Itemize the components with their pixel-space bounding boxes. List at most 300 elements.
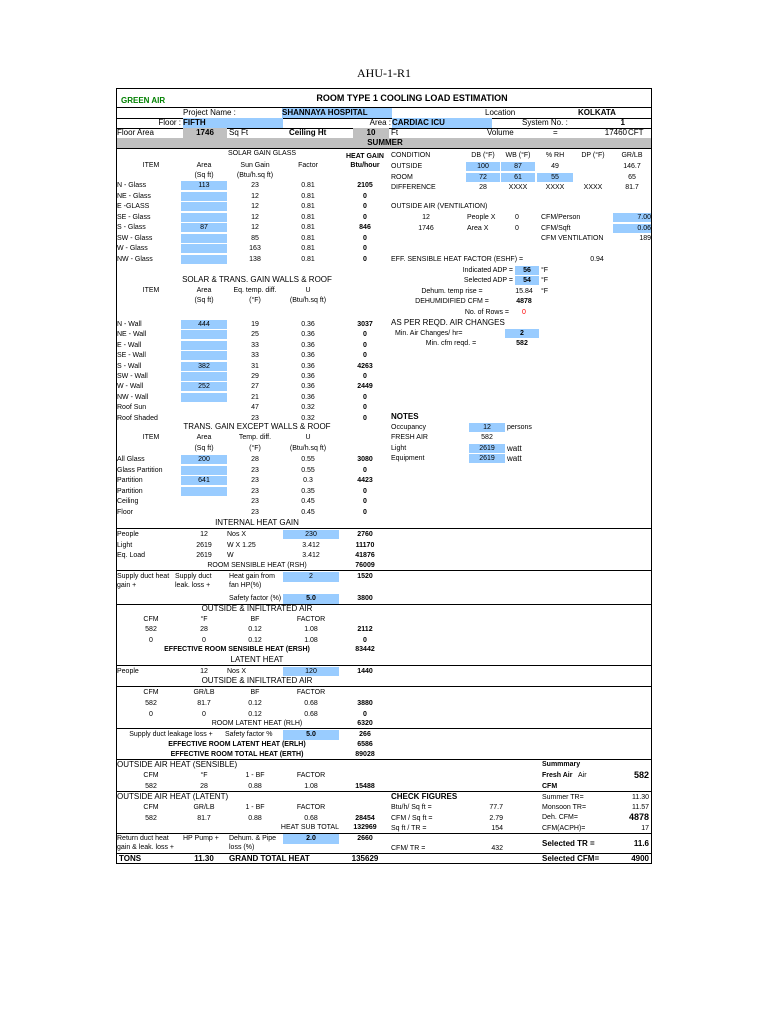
internal-item: Light xyxy=(117,541,133,549)
oah-latent-col-header: GR/LB xyxy=(193,804,215,811)
project-name-label: Project Name : xyxy=(183,108,236,117)
season-band: SUMMER xyxy=(117,138,652,148)
wall-item: E - Wall xyxy=(117,341,142,349)
glass-value: 0 xyxy=(363,192,367,200)
condition-value: 55 xyxy=(537,173,573,182)
oa-latent-value: 81.7 xyxy=(197,700,211,707)
oa-col-header: FACTOR xyxy=(296,616,326,623)
wall-value xyxy=(181,393,227,402)
wall-value: 0 xyxy=(363,393,367,401)
trans-col-header: Temp. diff. xyxy=(238,434,272,441)
trans-item: All Glass xyxy=(117,456,145,463)
trans-value: 0 xyxy=(363,487,367,495)
check-label: CFM/ TR = xyxy=(391,845,426,852)
trans-unit: (Btu/h.sq ft) xyxy=(289,445,327,452)
row-divider xyxy=(117,528,652,529)
internal-item: People xyxy=(117,531,139,538)
wall-value: 23 xyxy=(251,414,259,422)
occupancy-unit: persons xyxy=(507,424,532,431)
erlh-value: 6586 xyxy=(357,741,373,748)
oah-col-header: FACTOR xyxy=(296,772,326,779)
grand-total-value: 135629 xyxy=(351,854,379,863)
wall-value: 47 xyxy=(251,404,259,412)
internal-value: 12 xyxy=(200,531,208,538)
glass-value: 0.81 xyxy=(301,203,315,210)
floor-area-label: Floor Area xyxy=(117,128,154,137)
trans-value xyxy=(181,508,227,517)
condition-value: XXXX xyxy=(583,184,603,191)
row-divider xyxy=(117,570,652,571)
internal-value: W xyxy=(227,552,234,559)
ceiling-unit: Ft xyxy=(391,128,399,137)
glass-item: SW - Glass xyxy=(117,234,153,242)
condition-value xyxy=(575,162,611,171)
wall-value: 31 xyxy=(251,362,259,370)
location-value: KOLKATA xyxy=(578,108,616,117)
oah-value: 582 xyxy=(145,783,157,790)
solar-glass-title: SOLAR GAIN GLASS xyxy=(227,150,297,157)
oah-latent-col-header: 1 - BF xyxy=(245,804,265,811)
oa-latent-value: 3880 xyxy=(357,700,373,707)
acph-label: CFM(ACPH)= xyxy=(542,825,586,832)
walls-col-header: U xyxy=(305,287,311,294)
internal-value: 2619 xyxy=(196,552,212,559)
glass-value xyxy=(181,244,227,253)
glass-value: 138 xyxy=(249,255,261,263)
latent-value: 1440 xyxy=(357,668,373,675)
oa-latent-value: 0.68 xyxy=(304,710,318,718)
trans-item: Floor xyxy=(117,508,133,516)
return-duct-btu: 2660 xyxy=(357,835,373,842)
oa-value: 0 xyxy=(363,636,367,644)
oa-col-header: BF xyxy=(250,616,260,623)
ventilation-label: CFM VENTILATION xyxy=(541,235,604,242)
min-air-changes-value: 2 xyxy=(505,329,539,338)
trans-value: 0.55 xyxy=(301,466,315,474)
latent-title: LATENT HEAT xyxy=(230,655,284,664)
wall-value: 33 xyxy=(251,352,259,360)
check-value: 154 xyxy=(491,825,503,832)
glass-value: 0.81 xyxy=(301,234,315,242)
wall-value: 252 xyxy=(181,382,227,391)
dehum-cfm-label: DEHUMIDIFIED CFM = xyxy=(415,298,489,305)
return-duct-label: Return duct heat gain & leak. loss + xyxy=(117,835,175,851)
equipment-label: Equipment xyxy=(391,455,425,462)
oa-sensible-title: OUTSIDE & INFILTRATED AIR xyxy=(201,604,313,613)
wall-value: 0 xyxy=(363,341,367,349)
glass-col-header: Sun Gain xyxy=(240,162,270,169)
oah-latent-value: 28454 xyxy=(355,815,375,822)
floor-label: Floor : xyxy=(158,118,181,127)
trans-value: 3080 xyxy=(357,456,373,463)
occupancy-value: 12 xyxy=(469,423,505,432)
trans-value: 23 xyxy=(251,466,259,474)
system-label: System No. : xyxy=(522,118,568,127)
ventilation-value: People X xyxy=(467,214,496,221)
ventilation-title: OUTSIDE AIR (VENTILATION) xyxy=(391,203,488,210)
erlh-label: EFFECTIVE ROOM LATENT HEAT (ERLH) xyxy=(168,741,306,748)
volume-eq: = xyxy=(553,128,558,137)
wall-value: 3037 xyxy=(357,321,373,328)
wall-value xyxy=(181,372,227,381)
glass-value: 12 xyxy=(251,203,259,210)
trans-item: Partition xyxy=(117,487,143,495)
condition-col-header: WB (°F) xyxy=(505,152,531,159)
wall-value: 0.32 xyxy=(301,404,315,412)
walls-col-header: Eq. temp. diff. xyxy=(233,287,277,294)
glass-value: 0.81 xyxy=(301,224,315,231)
trans-value: 200 xyxy=(181,455,227,464)
oah-sensible-title: OUTSIDE AIR HEAT (SENSIBLE) xyxy=(117,760,238,769)
trans-col-header: ITEM xyxy=(142,434,160,441)
oah-latent-value: 0.88 xyxy=(248,815,262,822)
glass-value xyxy=(181,202,227,211)
oa-value: 582 xyxy=(145,626,157,633)
trans-value: 28 xyxy=(251,456,259,463)
rsh-safety-label: Safety factor (%) xyxy=(229,595,282,602)
walls-col-header: Area xyxy=(196,287,212,294)
walls-unit: (°F) xyxy=(249,297,261,304)
trans-unit: (Sq ft) xyxy=(194,445,214,452)
glass-item: NE - Glass xyxy=(117,192,151,200)
floor-value: FIFTH xyxy=(183,118,283,128)
condition-value: XXXX xyxy=(545,184,565,191)
trans-value xyxy=(181,487,227,496)
summary-cfm-label: CFM xyxy=(542,783,558,790)
glass-value: 0.81 xyxy=(301,213,315,221)
row-divider xyxy=(117,665,652,666)
ventilation-value: 0.06 xyxy=(613,224,651,233)
wall-value: 0.36 xyxy=(301,331,315,339)
wall-value: 0.36 xyxy=(301,321,315,328)
load-estimation-sheet xyxy=(116,88,652,864)
wall-value: 0 xyxy=(363,373,367,380)
selected-adp-label: Selected ADP = xyxy=(463,277,513,284)
condition-col-header: CONDITION xyxy=(391,152,431,159)
condition-value: 100 xyxy=(466,162,500,171)
oa-latent-col-header: FACTOR xyxy=(296,689,326,696)
oa-latent-col-header: BF xyxy=(250,689,260,696)
fan-heat-btu: 1520 xyxy=(357,573,373,580)
trans-value: 0.3 xyxy=(303,477,313,484)
latent-value: Nos X xyxy=(227,668,247,675)
glass-item: W - Glass xyxy=(117,245,148,252)
volume-label: Volume xyxy=(487,128,514,137)
glass-col-header: Btu/hour xyxy=(350,162,380,169)
glass-value: 0 xyxy=(363,255,367,263)
selected-adp-value: 54 xyxy=(515,276,539,285)
trans-value: 0.35 xyxy=(301,487,315,495)
wall-value: 25 xyxy=(251,331,259,339)
volume-unit: CFT xyxy=(628,128,644,137)
latent-value: 12 xyxy=(200,668,208,675)
rlh-safety-btu: 266 xyxy=(359,731,371,738)
oa-value: 28 xyxy=(200,626,208,633)
light-unit: watt xyxy=(507,444,522,453)
check-label: Btu/h/ Sq ft = xyxy=(391,804,432,811)
eshf-value: 0.94 xyxy=(590,256,604,263)
wall-value: 0 xyxy=(363,404,367,412)
wall-value: 0.36 xyxy=(301,373,315,380)
oa-latent-value: 0.12 xyxy=(248,700,262,707)
trans-value xyxy=(181,497,227,506)
oa-latent-col-header: GR/LB xyxy=(193,689,215,696)
adp-unit: °F xyxy=(541,267,549,274)
rsh-safety-value: 5.0 xyxy=(283,594,339,604)
oa-latent-value: 0.12 xyxy=(248,710,262,718)
oa-value: 1.08 xyxy=(304,636,318,644)
volume-value: 17460 xyxy=(604,128,627,137)
wall-value xyxy=(181,341,227,350)
summer-tr-value: 11.30 xyxy=(632,794,649,801)
oah-latent-value: 582 xyxy=(145,815,157,822)
oah-col-header: °F xyxy=(200,772,208,779)
walls-unit: (Btu/h.sq ft) xyxy=(289,297,327,304)
wall-value: 0.32 xyxy=(301,414,315,422)
condition-value: 61 xyxy=(501,173,535,182)
min-air-changes-label: Min. Air Changes/ hr= xyxy=(395,330,463,337)
trans-value: 23 xyxy=(251,477,259,484)
row-divider xyxy=(117,686,652,687)
wall-item: S - Wall xyxy=(117,362,142,370)
trans-value: 0.55 xyxy=(301,456,315,463)
trans-value: 23 xyxy=(251,487,259,495)
trans-col-header: U xyxy=(305,434,311,441)
oah-latent-col-header: CFM xyxy=(143,804,159,811)
internal-value: W X 1.25 xyxy=(227,541,256,549)
condition-value: 65 xyxy=(628,173,636,181)
condition-label: OUTSIDE xyxy=(391,163,423,170)
temp-rise-value: 15.84 xyxy=(515,288,533,295)
walls-unit: (Sq ft) xyxy=(194,297,214,304)
condition-value: 49 xyxy=(551,163,559,170)
check-label: CFM / Sq ft = xyxy=(391,814,433,822)
selected-tr-value: 11.6 xyxy=(633,839,649,848)
glass-col-header: ITEM xyxy=(142,162,160,169)
fan-heat-value: 2 xyxy=(283,572,339,582)
page-title: AHU-1-R1 xyxy=(357,66,411,80)
check-figures-title: CHECK FIGURES xyxy=(391,792,458,801)
oah-latent-col-header: FACTOR xyxy=(296,804,326,811)
wall-value: 0 xyxy=(363,331,367,339)
ersh-label: EFFECTIVE ROOM SENSIBLE HEAT (ERSH) xyxy=(164,646,310,653)
wall-value: 0.36 xyxy=(301,362,315,370)
oa-col-header: CFM xyxy=(143,616,159,623)
wall-item: W - Wall xyxy=(117,383,144,391)
heat-gain-label: HEAT GAIN xyxy=(346,153,384,160)
rlh-value: 6320 xyxy=(357,720,373,727)
floor-area-value: 1746 xyxy=(183,128,227,138)
wall-value xyxy=(181,351,227,360)
glass-item: SE - Glass xyxy=(117,213,151,221)
trans-value: 0 xyxy=(363,508,367,516)
internal-item: Eq. Load xyxy=(117,552,146,559)
wall-value: 0 xyxy=(363,414,367,422)
supply-leak-label: Supply duct leakage loss + xyxy=(129,731,213,738)
glass-value xyxy=(181,234,227,243)
trans-item: Ceiling xyxy=(117,498,139,505)
glass-value: 0 xyxy=(363,213,367,221)
hp-pump-label: HP Pump + xyxy=(183,835,219,842)
summary-fresh-sub: Air xyxy=(578,772,587,779)
internal-title: INTERNAL HEAT GAIN xyxy=(215,518,299,527)
rsh-title: ROOM SENSIBLE HEAT (RSH) xyxy=(207,562,307,569)
summary-fresh-value: 582 xyxy=(633,770,649,780)
condition-value xyxy=(575,173,611,182)
tons-value: 11.30 xyxy=(194,854,214,863)
row-divider xyxy=(117,728,652,729)
glass-item: E -GLASS xyxy=(117,203,150,210)
adp-unit: °F xyxy=(541,277,549,284)
wall-item: Roof Shaded xyxy=(117,414,158,422)
glass-item: NW - Glass xyxy=(117,255,153,263)
glass-col-header: Area xyxy=(196,162,212,169)
wall-value: 19 xyxy=(251,321,259,328)
wall-value xyxy=(181,330,227,339)
oa-value: 0 xyxy=(149,636,153,644)
wall-value: 2449 xyxy=(357,383,373,391)
ventilation-value: 1746 xyxy=(418,224,434,232)
oa-value: 0 xyxy=(202,636,206,644)
deh-cfm-value: 4878 xyxy=(628,812,649,822)
wall-value: 382 xyxy=(181,362,227,371)
ceiling-value: 10 xyxy=(353,128,389,138)
trans-title: TRANS. GAIN EXCEPT WALLS & ROOF xyxy=(183,422,331,431)
condition-value: 146.7 xyxy=(623,163,641,170)
ventilation-value: 189 xyxy=(639,235,651,242)
oa-value: 2112 xyxy=(357,626,373,633)
trans-value xyxy=(181,466,227,475)
indicated-adp-value: 56 xyxy=(515,266,539,275)
oah-latent-value: 81.7 xyxy=(197,815,211,822)
area-label: Area : xyxy=(369,118,391,127)
oah-value: 1.08 xyxy=(304,783,318,790)
oa-latent-title: OUTSIDE & INFILTRATED AIR xyxy=(201,676,313,685)
light-value: 2619 xyxy=(469,444,505,453)
latent-value: 120 xyxy=(283,667,339,676)
check-value: 432 xyxy=(491,845,503,852)
wall-item: Roof Sun xyxy=(117,404,147,412)
notes-title: NOTES xyxy=(391,412,419,421)
oah-latent-title: OUTSIDE AIR HEAT (LATENT) xyxy=(117,792,229,801)
glass-item: N - Glass xyxy=(117,182,147,189)
oa-value: 0.12 xyxy=(248,636,262,644)
fresh-air-value: 582 xyxy=(481,434,493,441)
oa-latent-value: 0 xyxy=(202,710,206,718)
glass-value: 163 xyxy=(249,245,261,252)
glass-value: 12 xyxy=(251,192,259,200)
glass-value: 0.81 xyxy=(301,182,315,189)
sheet-title: ROOM TYPE 1 COOLING LOAD ESTIMATION xyxy=(316,93,508,103)
check-label: Sq ft / TR = xyxy=(391,825,427,832)
oa-value: 0.12 xyxy=(248,626,262,633)
tons-label: TONS xyxy=(119,854,142,863)
wall-value: 0.36 xyxy=(301,393,315,401)
heat-subtotal-label: HEAT SUB TOTAL xyxy=(280,824,339,831)
fresh-air-label: FRESH AIR xyxy=(391,434,428,441)
glass-value: 0 xyxy=(363,245,367,252)
internal-value: 2619 xyxy=(196,541,212,549)
condition-label: DIFFERENCE xyxy=(391,184,436,191)
oah-col-header: CFM xyxy=(143,772,159,779)
check-value: 77.7 xyxy=(489,804,503,811)
condition-col-header: DB (°F) xyxy=(471,152,495,159)
ventilation-value: 12 xyxy=(422,214,430,221)
erth-label: EFFECTIVE ROOM TOTAL HEAT (ERTH) xyxy=(170,751,304,758)
trans-value: 23 xyxy=(251,508,259,516)
glass-item: S - Glass xyxy=(117,224,146,231)
supply-duct-leak-label: Supply duct leak. loss + xyxy=(175,573,212,589)
wall-item: NW - Wall xyxy=(117,393,149,401)
glass-value: 0.81 xyxy=(301,255,315,263)
eshf-label: EFF. SENSIBLE HEAT FACTOR (ESHF) = xyxy=(391,256,524,263)
occupancy-label: Occupancy xyxy=(391,424,427,431)
walls-title: SOLAR & TRANS. GAIN WALLS & ROOF xyxy=(182,275,332,284)
trans-value: 0.45 xyxy=(301,498,315,505)
light-label: Light xyxy=(391,445,407,452)
glass-value: 87 xyxy=(181,223,227,232)
condition-col-header: DP (°F) xyxy=(581,152,605,159)
selected-cfm-value: 4900 xyxy=(631,854,649,863)
acph-value: 17 xyxy=(641,825,649,832)
condition-value: 87 xyxy=(501,162,535,171)
rows-value: 0 xyxy=(522,309,526,316)
ventilation-value: 0 xyxy=(515,214,519,221)
glass-unit: (Btu/h.sq ft) xyxy=(236,172,274,179)
glass-value: 113 xyxy=(181,181,227,190)
ceiling-label: Ceiling Ht xyxy=(289,128,327,137)
ventilation-value: CFM/Sqft xyxy=(541,224,571,232)
summary-title: Summmary xyxy=(542,761,581,768)
erth-value: 89028 xyxy=(355,751,375,758)
trans-value: 23 xyxy=(251,498,259,505)
rsh-safety-btu: 3800 xyxy=(357,595,373,602)
heat-subtotal-value: 132969 xyxy=(353,824,377,831)
glass-value: 12 xyxy=(251,213,259,221)
brand-label: GREEN AIR xyxy=(121,96,166,105)
glass-value: 0 xyxy=(363,234,367,242)
wall-value: 0.36 xyxy=(301,352,315,360)
glass-value: 2105 xyxy=(357,182,373,189)
walls-col-header: ITEM xyxy=(142,287,160,294)
dehum-pipe-value: 2.0 xyxy=(283,834,339,844)
oa-latent-col-header: CFM xyxy=(143,689,159,696)
temp-rise-label: Dehum. temp rise = xyxy=(421,288,483,295)
ersh-value: 83442 xyxy=(355,646,375,653)
glass-value xyxy=(181,255,227,264)
monsoon-tr-value: 11.57 xyxy=(632,804,649,811)
equipment-value: 2619 xyxy=(469,454,505,463)
glass-value: 0 xyxy=(363,203,367,210)
glass-value: 23 xyxy=(251,182,259,189)
wall-value: 29 xyxy=(251,373,259,380)
summary-fresh-label: Fresh Air xyxy=(542,772,573,779)
wall-value: 33 xyxy=(251,341,259,349)
latent-item: People xyxy=(117,668,139,675)
wall-value: 0 xyxy=(363,352,367,360)
wall-value: 0.36 xyxy=(301,383,315,391)
ventilation-value: 7.00 xyxy=(613,213,651,222)
oah-value: 15488 xyxy=(355,783,375,790)
rsh-value: 76009 xyxy=(355,562,375,569)
glass-value: 12 xyxy=(251,224,259,231)
rows-label: No. of Rows = xyxy=(464,309,509,316)
summer-tr-label: Summer TR= xyxy=(542,794,584,801)
ventilation-value: Area X xyxy=(467,224,489,232)
trans-value: 641 xyxy=(181,476,227,485)
rlh-title: ROOM LATENT HEAT (RLH) xyxy=(211,720,303,727)
internal-value: 41876 xyxy=(355,552,375,559)
